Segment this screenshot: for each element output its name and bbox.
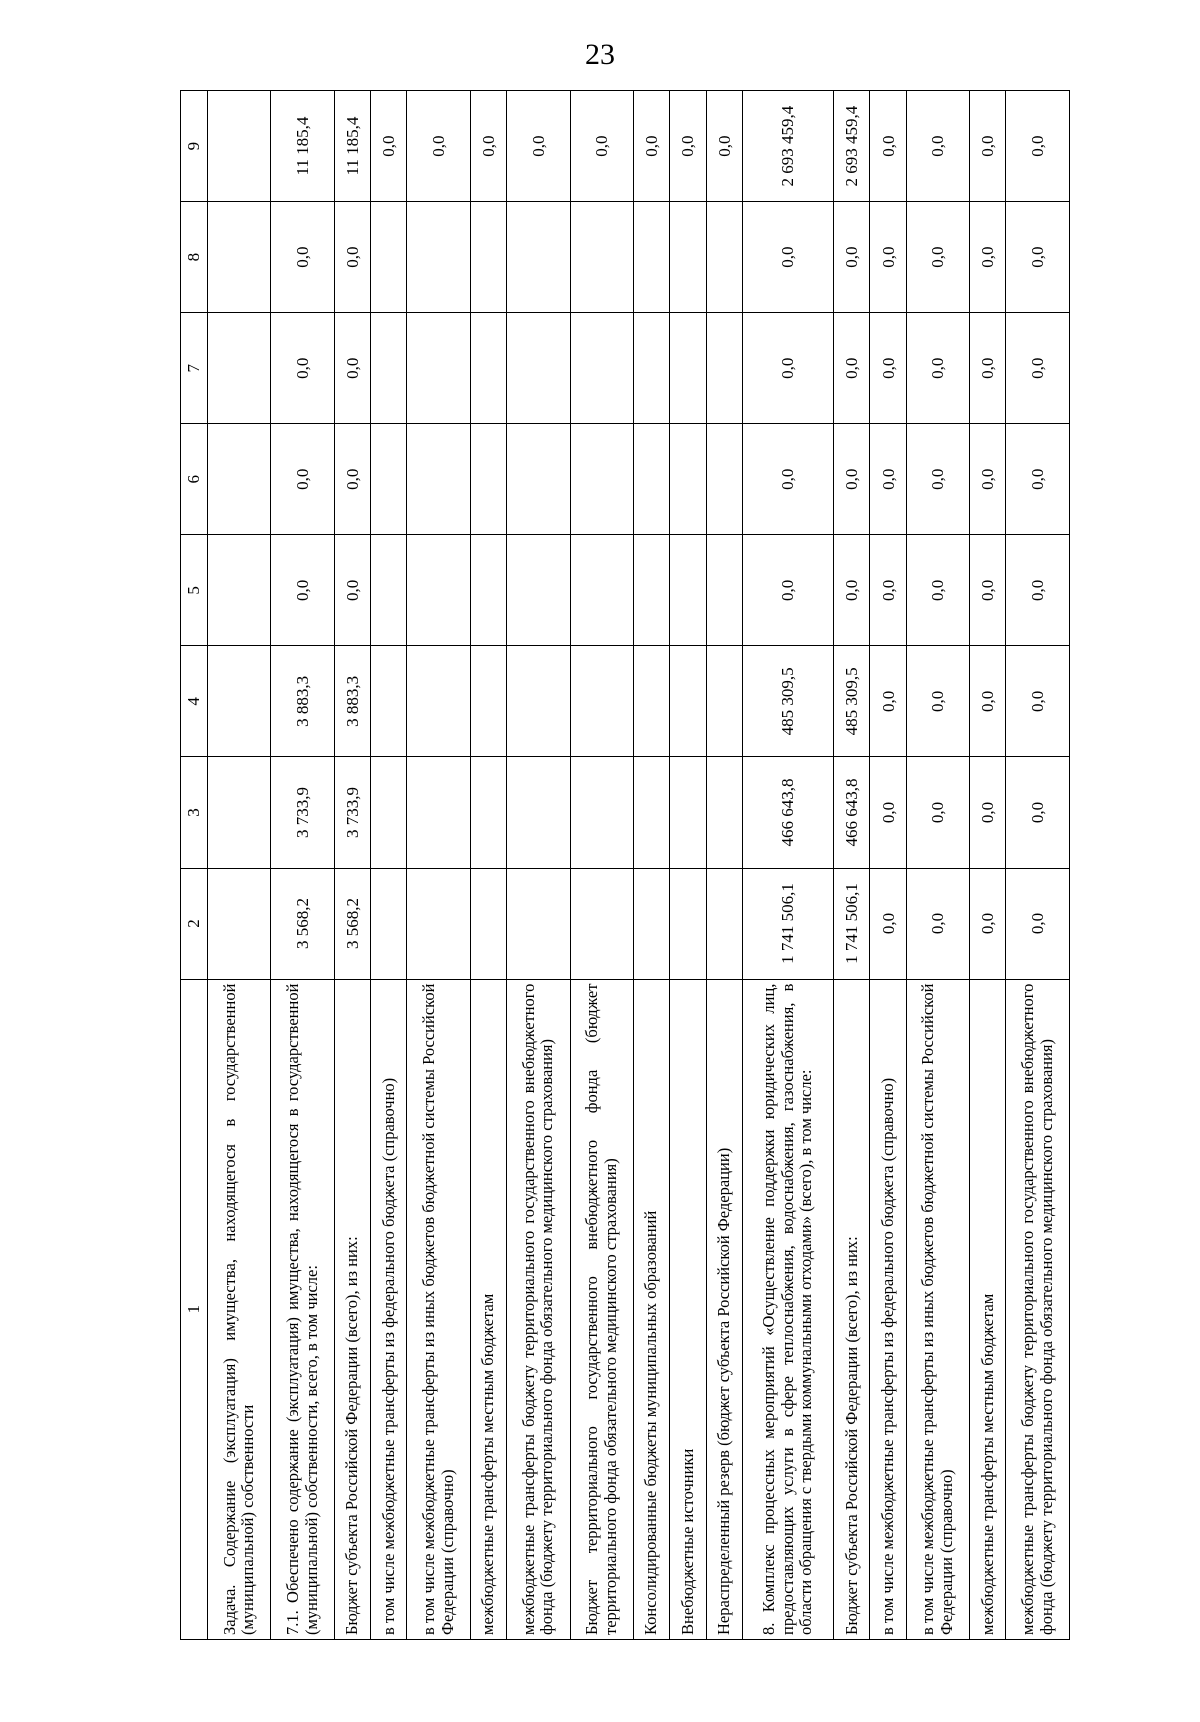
value-cell — [633, 868, 669, 979]
table-body — [208, 91, 1070, 1640]
table-row — [870, 91, 906, 1640]
value-cell — [670, 535, 706, 646]
row-label: в том числе межбюджетные трансферты из федерального бюджета (справочно) — [371, 979, 407, 1639]
value-cell — [371, 313, 407, 424]
value-cell: 0,0 — [633, 91, 669, 202]
row-label: Задача. Содержание (эксплуатация) имущества, находящегося в государственной (муниципальной) собственности — [208, 979, 271, 1639]
value-cell: 466 643,8 — [834, 757, 870, 868]
value-cell: 1 741 506,1 — [834, 868, 870, 979]
value-cell: 0,0 — [834, 535, 870, 646]
value-cell — [208, 535, 271, 646]
value-cell: 0,0 — [1006, 535, 1070, 646]
value-cell — [470, 313, 506, 424]
value-cell: 0,0 — [870, 424, 906, 535]
column-header: 1 — [181, 979, 208, 1639]
budget-table — [180, 90, 1070, 1640]
column-header: 6 — [181, 424, 208, 535]
table-row — [970, 91, 1006, 1640]
value-cell: 0,0 — [870, 202, 906, 313]
value-cell: 0,0 — [1006, 424, 1070, 535]
value-cell: 0,0 — [271, 202, 334, 313]
value-cell: 0,0 — [334, 313, 370, 424]
rotated-table-canvas — [180, 90, 1070, 1640]
value-cell — [208, 868, 271, 979]
value-cell: 0,0 — [334, 424, 370, 535]
row-label: межбюджетные трансферты бюджету территориального государственного внебюджетного фонда (бюджету территориального фонда обязательного медицинского страхования) — [1006, 979, 1070, 1639]
value-cell — [470, 424, 506, 535]
value-cell: 0,0 — [407, 91, 470, 202]
value-cell — [670, 202, 706, 313]
value-cell: 2 693 459,4 — [742, 91, 833, 202]
row-label: в том числе межбюджетные трансферты из иных бюджетов бюджетной системы Российской Федерации (справочно) — [906, 979, 969, 1639]
table-row — [407, 91, 470, 1640]
value-cell — [570, 757, 633, 868]
value-cell: 0,0 — [906, 646, 969, 757]
value-cell: 0,0 — [870, 535, 906, 646]
value-cell — [633, 424, 669, 535]
value-cell — [706, 202, 742, 313]
value-cell — [407, 202, 470, 313]
value-cell — [633, 535, 669, 646]
value-cell: 3 568,2 — [271, 868, 334, 979]
value-cell: 0,0 — [870, 868, 906, 979]
value-cell — [371, 646, 407, 757]
value-cell: 0,0 — [906, 202, 969, 313]
value-cell: 0,0 — [834, 424, 870, 535]
table-row — [470, 91, 506, 1640]
table-row — [670, 91, 706, 1640]
value-cell — [633, 757, 669, 868]
row-label: межбюджетные трансферты местным бюджетам — [970, 979, 1006, 1639]
value-cell: 0,0 — [1006, 313, 1070, 424]
value-cell: 0,0 — [906, 313, 969, 424]
value-cell: 0,0 — [906, 91, 969, 202]
value-cell — [670, 757, 706, 868]
value-cell — [407, 424, 470, 535]
value-cell — [208, 91, 271, 202]
row-label: межбюджетные трансферты бюджету территориального государственного внебюджетного фонда (бюджету территориального фонда обязательного медицинского страхования) — [507, 979, 570, 1639]
value-cell — [407, 535, 470, 646]
value-cell: 0,0 — [1006, 646, 1070, 757]
row-label: в том числе межбюджетные трансферты из федерального бюджета (справочно) — [870, 979, 906, 1639]
value-cell: 2 693 459,4 — [834, 91, 870, 202]
table-row — [208, 91, 271, 1640]
value-cell — [507, 868, 570, 979]
value-cell: 466 643,8 — [742, 757, 833, 868]
value-cell: 0,0 — [742, 424, 833, 535]
row-label: Консолидированные бюджеты муниципальных образований — [633, 979, 669, 1639]
value-cell — [407, 757, 470, 868]
row-label: Нераспределенный резерв (бюджет субъекта Российской Федерации) — [706, 979, 742, 1639]
value-cell: 1 741 506,1 — [742, 868, 833, 979]
value-cell: 0,0 — [970, 202, 1006, 313]
value-cell — [570, 646, 633, 757]
value-cell — [208, 646, 271, 757]
value-cell — [570, 313, 633, 424]
table-row — [507, 91, 570, 1640]
value-cell: 3 883,3 — [334, 646, 370, 757]
value-cell — [706, 313, 742, 424]
value-cell: 3 568,2 — [334, 868, 370, 979]
value-cell — [470, 646, 506, 757]
value-cell — [371, 424, 407, 535]
value-cell: 0,0 — [334, 202, 370, 313]
value-cell: 0,0 — [834, 202, 870, 313]
value-cell: 0,0 — [670, 91, 706, 202]
value-cell — [670, 646, 706, 757]
value-cell — [507, 424, 570, 535]
row-label: в том числе межбюджетные трансферты из иных бюджетов бюджетной системы Российской Федерации (справочно) — [407, 979, 470, 1639]
value-cell — [633, 202, 669, 313]
value-cell: 0,0 — [271, 535, 334, 646]
value-cell: 0,0 — [507, 91, 570, 202]
value-cell — [507, 202, 570, 313]
value-cell — [470, 868, 506, 979]
value-cell — [706, 424, 742, 535]
value-cell: 0,0 — [970, 424, 1006, 535]
value-cell — [470, 535, 506, 646]
value-cell: 0,0 — [870, 91, 906, 202]
value-cell: 0,0 — [834, 313, 870, 424]
row-label: межбюджетные трансферты местным бюджетам — [470, 979, 506, 1639]
value-cell: 0,0 — [1006, 757, 1070, 868]
table-row — [570, 91, 633, 1640]
value-cell — [570, 424, 633, 535]
value-cell: 0,0 — [371, 91, 407, 202]
value-cell — [706, 868, 742, 979]
value-cell — [633, 313, 669, 424]
value-cell — [208, 313, 271, 424]
value-cell — [507, 646, 570, 757]
value-cell: 0,0 — [970, 535, 1006, 646]
value-cell — [208, 757, 271, 868]
value-cell: 11 185,4 — [271, 91, 334, 202]
column-header: 5 — [181, 535, 208, 646]
row-label: Бюджет субъекта Российской Федерации (всего), из них: — [834, 979, 870, 1639]
value-cell: 485 309,5 — [834, 646, 870, 757]
value-cell: 0,0 — [870, 646, 906, 757]
value-cell — [208, 424, 271, 535]
value-cell — [570, 868, 633, 979]
value-cell — [371, 202, 407, 313]
row-label: 8. Комплекс процессных мероприятий «Осуществление поддержки юридических лиц, предоставляющих услуги в сфере теплоснабжения, водоснабжения, газоснабжения, в области обращения с твердыми коммунальными отходами» (всего), в том числе: — [742, 979, 833, 1639]
page-number: 23 — [585, 38, 615, 71]
value-cell: 3 733,9 — [334, 757, 370, 868]
value-cell: 0,0 — [870, 313, 906, 424]
value-cell — [670, 868, 706, 979]
value-cell — [706, 757, 742, 868]
value-cell: 0,0 — [742, 202, 833, 313]
value-cell — [706, 646, 742, 757]
value-cell: 0,0 — [706, 91, 742, 202]
table-row — [742, 91, 833, 1640]
value-cell: 485 309,5 — [742, 646, 833, 757]
value-cell: 0,0 — [570, 91, 633, 202]
table-row — [906, 91, 969, 1640]
value-cell: 0,0 — [742, 535, 833, 646]
table-row — [706, 91, 742, 1640]
value-cell: 3 883,3 — [271, 646, 334, 757]
value-cell: 0,0 — [742, 313, 833, 424]
value-cell: 0,0 — [334, 535, 370, 646]
value-cell — [670, 313, 706, 424]
value-cell — [570, 535, 633, 646]
value-cell — [570, 202, 633, 313]
value-cell: 0,0 — [1006, 202, 1070, 313]
value-cell: 0,0 — [906, 535, 969, 646]
value-cell — [208, 202, 271, 313]
table-row — [633, 91, 669, 1640]
value-cell: 0,0 — [271, 424, 334, 535]
column-header: 4 — [181, 646, 208, 757]
value-cell: 11 185,4 — [334, 91, 370, 202]
value-cell — [407, 646, 470, 757]
value-cell — [507, 757, 570, 868]
value-cell: 0,0 — [1006, 868, 1070, 979]
column-header: 7 — [181, 313, 208, 424]
value-cell — [706, 535, 742, 646]
value-cell — [371, 757, 407, 868]
table-row — [271, 91, 334, 1640]
rotated-table-container — [180, 90, 1070, 1640]
value-cell: 0,0 — [271, 313, 334, 424]
value-cell: 0,0 — [906, 757, 969, 868]
value-cell: 0,0 — [970, 757, 1006, 868]
table-row — [1006, 91, 1070, 1640]
value-cell: 3 733,9 — [271, 757, 334, 868]
value-cell — [407, 313, 470, 424]
value-cell — [371, 535, 407, 646]
table-row — [334, 91, 370, 1640]
value-cell: 0,0 — [470, 91, 506, 202]
value-cell — [507, 313, 570, 424]
value-cell — [470, 757, 506, 868]
value-cell: 0,0 — [906, 868, 969, 979]
column-header: 2 — [181, 868, 208, 979]
row-label: 7.1. Обеспечено содержание (эксплуатация) имущества, находящегося в государственной (муниципальной) собственности, всего, в том числе: — [271, 979, 334, 1639]
value-cell: 0,0 — [970, 646, 1006, 757]
row-label: Бюджет субъекта Российской Федерации (всего), из них: — [334, 979, 370, 1639]
column-header: 9 — [181, 91, 208, 202]
value-cell — [670, 424, 706, 535]
value-cell — [633, 646, 669, 757]
value-cell — [407, 868, 470, 979]
column-header: 8 — [181, 202, 208, 313]
value-cell: 0,0 — [906, 424, 969, 535]
table-row — [834, 91, 870, 1640]
row-label: Бюджет территориального государственного внебюджетного фонда (бюджет территориального фонда обязательного медицинского страхования) — [570, 979, 633, 1639]
column-header: 3 — [181, 757, 208, 868]
value-cell: 0,0 — [970, 313, 1006, 424]
table-header-row — [181, 91, 208, 1640]
value-cell: 0,0 — [1006, 91, 1070, 202]
value-cell — [470, 202, 506, 313]
value-cell: 0,0 — [970, 868, 1006, 979]
value-cell: 0,0 — [970, 91, 1006, 202]
value-cell — [507, 535, 570, 646]
value-cell — [371, 868, 407, 979]
row-label: Внебюджетные источники — [670, 979, 706, 1639]
table-row — [371, 91, 407, 1640]
value-cell: 0,0 — [870, 757, 906, 868]
